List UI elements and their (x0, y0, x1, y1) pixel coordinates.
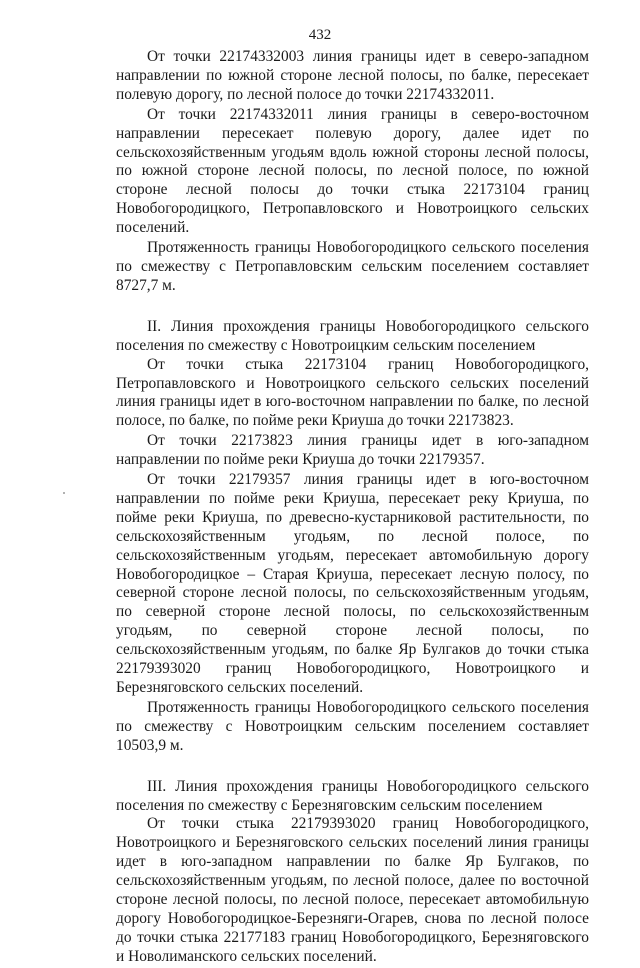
scan-speck (63, 492, 65, 494)
paragraph-4: От точки стыка 22173104 границ Новобогородицкого, Петропавловского и Новотроицкого сельского сельских поселений линия границы идет в юго-восточном направлении по балке, по лесной полосе, по балке, по пойме реки Криуша до точки 22173823. (116, 355, 589, 430)
page-number: 432 (308, 27, 332, 43)
paragraph-1: От точки 22174332003 линия границы идет в северо-западном направлении по южной стороне лесной полосы, по балке, пересекает полевую дорогу, по лесной полосе до точки 22174332011. (116, 48, 589, 103)
paragraph-3-length-petropavlovsk: Протяженность границы Новобогородицкого сельского поселения по смежеству с Петропавловским сельским поселением составляет 8727,7 м. (116, 239, 589, 294)
section-heading-2: II. Линия прохождения границы Новобогородицкого сельского поселения по смежеству с Новотроицким сельским поселением (116, 317, 589, 354)
paragraph-8: От точки стыка 22179393020 границ Новобогородицкого, Новотроицкого и Березняговского сельских поселений линия границы идет в юго-западном направлении по балке Яр Булгаков, по сельскохозяйственным угодьям, по лесной полосе, далее по восточной стороне лесной полосы, по лесной полосе, пересекает автомобильную дорогу Новобогородицкое-Березняги-Огарев, снова по лесной полосе до точки стыка 22177183 границ Новобогородицкого, Березняговского и Новолиманского сельских поселений. (116, 815, 589, 965)
paragraph-5: От точки 22173823 линия границы идет в юго-западном направлении по пойме реки Криуша до точки 22179357. (116, 432, 589, 469)
paragraph-2: От точки 22174332011 линия границы в северо-восточном направлении пересекает полевую дорогу, далее идет по сельскохозяйственным угодьям вдоль южной стороны лесной полосы, по южной стороне лесной полосы, по лесной полосе, по южной стороне лесной полосы до точки стыка 22173104 границ Новобогородицкого, Петропавловского и Новотроицкого сельских поселений. (116, 105, 589, 237)
section-spacer (116, 297, 589, 318)
section-heading-3: III. Линия прохождения границы Новобогородицкого сельского поселения по смежеству с Березняговским сельским поселением (116, 777, 589, 814)
document-body (116, 48, 589, 968)
paragraph-6: От точки 22179357 линия границы идет в юго-восточном направлении по пойме реки Криуша, пересекает реку Криуша, по пойме реки Криуша, по древесно-кустарниковой растительности, по сельскохозяйственным угодьям, по лесной полосе, по сельскохозяйственным угодьям, пересекает автомобильную дорогу Новобогородицкое – Старая Криуша, пересекает лесную полосу, по северной стороне лесной полосы, по сельскохозяйственным угодьям, по северной стороне лесной полосы, по сельскохозяйственным угодьям, по северной стороне лесной полосы, по сельскохозяйственным угодьям, по балке Яр Булгаков до точки стыка 22179393020 границ Новобогородицкого, Новотроицкого и Березняговского сельских поселений. (116, 471, 589, 696)
paragraph-7-length-novotroitsk: Протяженность границы Новобогородицкого сельского поселения по смежеству с Новотроицким сельским поселением составляет 10503,9 м. (116, 698, 589, 754)
section-spacer (116, 757, 589, 778)
